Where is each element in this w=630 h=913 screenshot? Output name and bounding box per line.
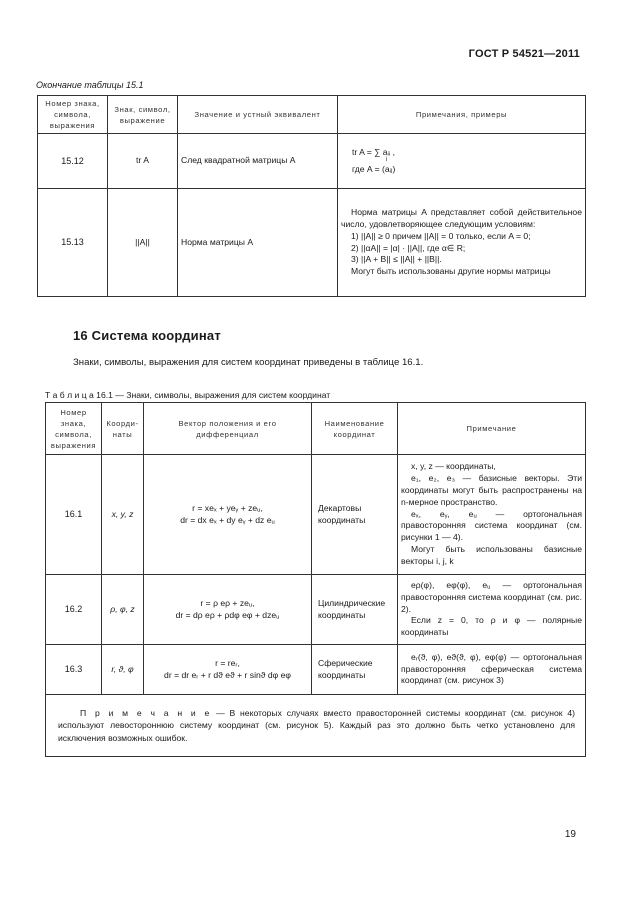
trace-definition: где A = (aᵢⱼ) [352,164,396,175]
note-line: 2) ||αA|| = |α| · ||A||, где α∈ R; [351,242,466,253]
row-number: 16.3 [46,645,102,695]
note-line: Если z = 0, то ρ и φ — полярные координаты [401,615,582,638]
position-vector: r = ρ eρ + zeᵤ, [200,597,255,608]
note-label: П р и м е ч а н и е [80,707,212,718]
col-header-number: Номер знака, символа, выражения [46,403,102,455]
col-header-coords: Коорди-наты [102,403,144,455]
position-vector: r = reᵣ, [215,657,240,668]
section-paragraph: Знаки, символы, выражения для систем координат приведены в таблице 16.1. [73,357,424,368]
col-header-vector: Вектор положения и его дифференциал [144,403,312,455]
note-line: 1) ||A|| ≥ 0 причем ||A|| = 0 только, если A = 0; [351,230,531,241]
note-line: x, y, z — координаты, [411,461,496,472]
col-header-symbol: Знак, символ, выражение [108,96,178,134]
row-remark [398,455,586,575]
col-header-notes: Примечания, примеры [338,96,586,134]
note-line: e₁, e₂, e₃ — базисные векторы. Эти координаты могут быть распространены на n-мерное пространство. [401,472,582,507]
row-number: 16.1 [46,455,102,575]
table1-caption: Окончание таблицы 15.1 [36,80,144,90]
col-header-meaning: Значение и устный эквивалент [178,96,338,134]
note-line: eₓ, eᵧ, eᵤ — ортогональная правосторонняя система координат (см. рисунки 1 — 4). [401,508,582,543]
sum-index: i [386,156,388,163]
row-coords: ρ, φ, z [102,575,144,645]
row-number: 16.2 [46,575,102,645]
note-line: eρ(φ), eφ(φ), eᵤ — ортогональная правосторонняя система координат (см. рис. 2). [401,579,582,614]
table-row [46,645,586,695]
standard-code: ГОСТ Р 54521—2011 [468,48,580,60]
row-remark [398,575,586,645]
table-16-1 [45,402,586,757]
row-coord-name: Декартовы координаты [312,455,398,575]
row-symbol: ||A|| [108,189,178,297]
row-vector [144,645,312,695]
table-note [46,695,586,757]
row-coords: x, y, z [102,455,144,575]
row-coords: r, ϑ, φ [102,645,144,695]
row-number: 15.12 [38,134,108,189]
note-line: eᵣ(ϑ, φ), eϑ(ϑ, φ), eφ(φ) — ортогональная правосторонняя сферическая система координат (см. рисунок 3) [401,651,582,686]
col-header-name: Наименование координат [312,403,398,455]
row-notes [338,189,586,297]
row-vector [144,455,312,575]
row-coord-name: Цилиндрические координаты [312,575,398,645]
row-number: 15.13 [38,189,108,297]
row-coord-name: Сферические координаты [312,645,398,695]
col-header-remark: Примечание [398,403,586,455]
table-row [38,134,586,189]
table-row [38,189,586,297]
row-meaning: След квадратной матрицы A [178,134,338,189]
row-notes [338,134,586,189]
table-row [46,575,586,645]
note-text: — В некоторых случаях вместо правосторонней системы координат (см. рисунок 4) используют левостороннюю систему координат (см. рисунок 5). Каждый раз это должно быть четко установлено для исключения возможных ошибок. [58,707,576,743]
page-number: 19 [564,829,576,840]
note-line: Могут быть использованы другие нормы матрицы [351,266,551,277]
note-line: 3) ||A + B|| ≤ ||A|| + ||B||. [351,254,442,265]
table2-caption: Т а б л и ц а 16.1 — Знаки, символы, выражения для систем координат [45,390,331,400]
position-vector: r = xeₓ + yeᵧ + zeᵤ, [192,502,263,513]
table-15-1-end [37,95,586,297]
table-row [46,455,586,575]
note-line: Норма матрицы A представляет собой действительное число, удовлетворяющее следующим условиям: [341,206,582,229]
section-title: 16 Система координат [73,328,221,343]
table-note-row [46,695,586,757]
note-line: Могут быть использованы базисные векторы i, j, k [401,544,582,566]
trace-formula: tr A = ∑ aᵢᵢ , [352,146,395,157]
vector-differential: dr = dx eₓ + dy eᵧ + dz eᵤ [180,514,275,525]
row-symbol: tr A [108,134,178,189]
col-header-number: Номер знака, символа, выражения [38,96,108,134]
vector-differential: dr = dρ eρ + ρdφ eφ + dzeᵤ [175,609,280,620]
row-vector [144,575,312,645]
vector-differential: dr = dr eᵣ + r dϑ eϑ + r sinϑ dφ eφ [164,669,291,680]
row-meaning: Норма матрицы A [178,189,338,297]
row-remark [398,645,586,695]
